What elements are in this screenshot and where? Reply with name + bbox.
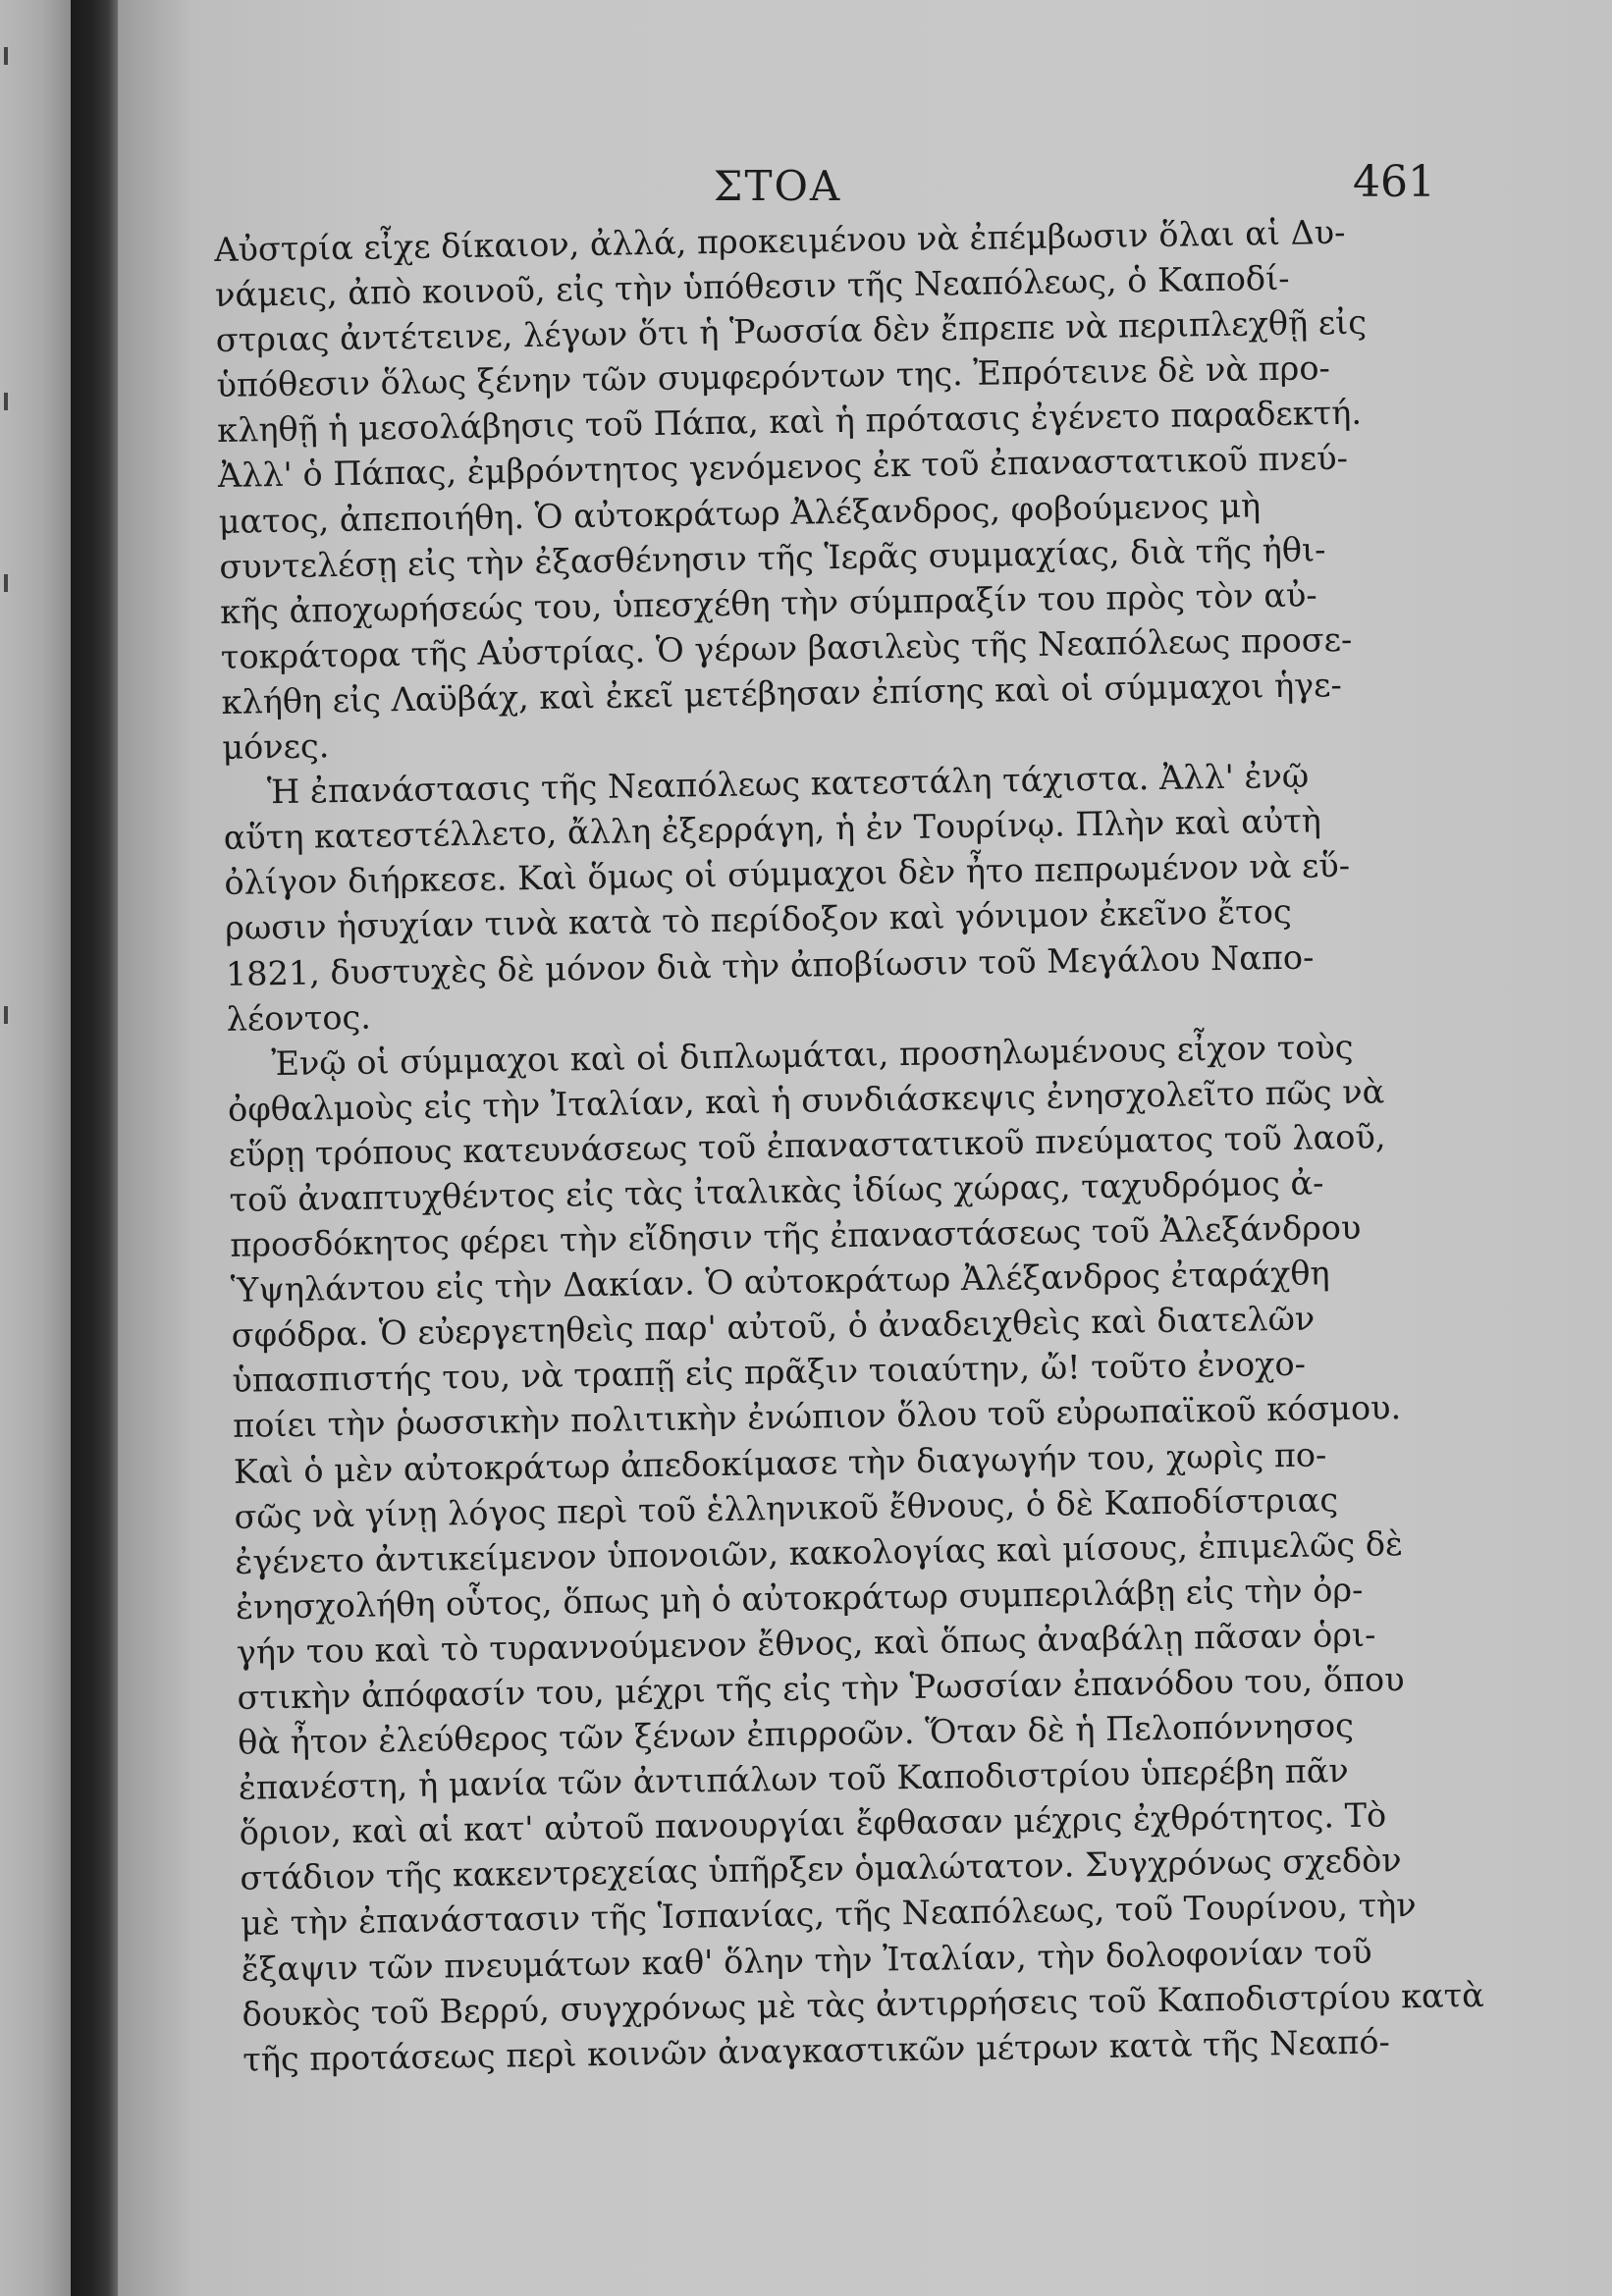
text-line: 1821, δυστυχὲς δὲ μόνον διὰ τὴν ἀποβίωσιν τοῦ Μεγάλου Ναπο- [225, 936, 1315, 993]
facing-page-mark [4, 574, 8, 592]
text-line: γήν του καὶ τὸ τυραννούμενον ἔθνος, καὶ ὅπως ἀναβάλῃ πᾶσαν ὁρι- [236, 1615, 1376, 1672]
facing-page-mark [4, 393, 8, 410]
text-line: ἔξαψιν τῶν πνευμάτων καθ' ὅλην τὴν Ἰταλίαν, τὴν δολοφονίαν τοῦ [241, 1932, 1372, 1989]
text-line: αὕτη κατεστέλλετο, ἄλλη ἐξερράγη, ἡ ἐν Τουρίνῳ. Πλὴν καὶ αὐτὴ [223, 801, 1322, 858]
text-line: Αὐστρία εἶχε δίκαιον, ἀλλά, προκειμένου νὰ ἐπέμβωσιν ὅλαι αἱ Δυ- [214, 212, 1346, 269]
body-text [214, 209, 1485, 2083]
text-line: ποίει τὴν ῥωσσικὴν πολιτικὴν ἐνώπιον ὅλου τοῦ εὐρωπαϊκοῦ κόσμου. [232, 1388, 1402, 1446]
text-line: ὅριον, καὶ αἱ κατ' αὐτοῦ πανουργίαι ἔφθασαν μέχρις ἐχθρότητος. Τὸ [239, 1795, 1387, 1853]
text-line: σῶς νὰ γίνῃ λόγος περὶ τοῦ ἑλληνικοῦ ἔθνους, ὁ δὲ Καποδίστριας [234, 1479, 1339, 1536]
text-line: στριας ἀντέτεινε, λέγων ὅτι ἡ Ῥωσσία δὲν ἔπρεπε νὰ περιπλεχθῇ εἰς [215, 302, 1368, 360]
text-line: ὀλίγον διήρκεσε. Καὶ ὅμως οἱ σύμμαχοι δὲν ἦτο πεπρωμένον νὰ εὕ- [224, 846, 1351, 903]
text-line: ἐγένετο ἀντικείμενον ὑπονοιῶν, κακολογίας καὶ μίσους, ἐπιμελῶς δὲ [235, 1523, 1404, 1581]
text-line: δουκὸς τοῦ Βερρύ, συγχρόνως μὲ τὰς ἀντιρρήσεις τοῦ Καποδιστρίου κατὰ [242, 1975, 1485, 2034]
text-line: ὑπόθεσιν ὅλως ξένην τῶν συμφερόντων της. Ἐπρότεινε δὲ νὰ προ- [216, 348, 1331, 405]
facing-page-mark [4, 47, 8, 65]
text-line: τοκράτορα τῆς Αὐστρίας. Ὁ γέρων βασιλεὺς τῆς Νεαπόλεως προσε- [220, 619, 1353, 676]
text-line: ματος, ἀπεποιήθη. Ὁ αὐτοκράτωρ Ἀλέξανδρος, φοβούμενος μὴ [218, 485, 1262, 541]
text-line: Ἐνῷ οἱ σύμμαχοι καὶ οἱ διπλωμάται, προσηλωμένους εἶχον τοὺς [271, 1027, 1354, 1083]
text-line: ἐνησχολήθη οὗτος, ὅπως μὴ ὁ αὐτοκράτωρ συμπεριλάβῃ εἰς τὴν ὀρ- [235, 1570, 1364, 1627]
text-line: στάδιον τῆς κακεντρεχείας ὑπῆρξεν ὁμαλώτατον. Συγχρόνως σχεδὸν [240, 1841, 1402, 1898]
text-line: εὕρῃ τρόπους κατευνάσεως τοῦ ἐπαναστατικοῦ πνεύματος τοῦ λαοῦ, [228, 1117, 1386, 1174]
text-line: ἐπανέστη, ἡ μανία τῶν ἀντιπάλων τοῦ Καποδιστρίου ὑπερέβη πᾶν [238, 1751, 1349, 1807]
page-number: 461 [1353, 157, 1435, 207]
text-line: συντελέσῃ εἰς τὴν ἐξασθένησιν τῆς Ἱερᾶς συμμαχίας, διὰ τῆς ἠθι- [219, 529, 1326, 586]
text-line: ὑπασπιστής του, νὰ τραπῇ εἰς πρᾶξιν τοιαύτην, ὤ! τοῦτο ἐνοχο- [232, 1345, 1307, 1401]
text-line: ρωσιν ἡσυχίαν τινὰ κατὰ τὸ περίδοξον καὶ γόνιμον ἐκεῖνο ἔτος [224, 892, 1292, 948]
facing-page-marks [4, 0, 24, 2296]
text-line: Ἀλλ' ὁ Πάπας, ἐμβρόντητος γενόμενος ἐκ τοῦ ἐπαναστατικοῦ πνεύ- [217, 439, 1349, 496]
text-line: προσδόκητος φέρει τὴν εἴδησιν τῆς ἐπαναστάσεως τοῦ Ἀλεξάνδρου [229, 1207, 1362, 1264]
text-line: λέοντος. [226, 997, 372, 1039]
text-line: Ἡ ἐπανάστασις τῆς Νεαπόλεως κατεστάλη τάχιστα. Ἀλλ' ἐνῷ [266, 756, 1310, 812]
text-line: Καὶ ὁ μὲν αὐτοκράτωρ ἀπεδοκίμασε τὴν διαγωγήν του, χωρὶς πο- [233, 1434, 1327, 1491]
text-line: κληθῇ ἡ μεσολάβησις τοῦ Πάπα, καὶ ἡ πρότασις ἐγένετο παραδεκτή. [216, 394, 1363, 451]
text-line: Ὑψηλάντου εἰς τὴν Δακίαν. Ὁ αὐτοκράτωρ Ἀλέξανδρος ἐταράχθη [230, 1254, 1330, 1310]
text-line: σφόδρα. Ὁ εὐεργετηθεὶς παρ' αὐτοῦ, ὁ ἀναδειχθεὶς καὶ διατελῶν [231, 1299, 1316, 1356]
text-line: τῆς προτάσεως περὶ κοινῶν ἀναγκαστικῶν μέτρων κατὰ τῆς Νεαπό- [242, 2022, 1391, 2079]
facing-page-edge [0, 0, 71, 2296]
text-line: νάμεις, ἀπὸ κοινοῦ, εἰς τὴν ὑπόθεσιν τῆς Νεαπόλεως, ὁ Καποδί- [214, 258, 1290, 315]
text-line: στικὴν ἀπόφασίν του, μέχρι τῆς εἰς τὴν Ῥωσσίαν ἐπανόδου του, ὅπου [237, 1660, 1405, 1717]
text-line: ὀφθαλμοὺς εἰς τὴν Ἰταλίαν, καὶ ἡ συνδιάσκεψις ἐνησχολεῖτο πῶς νὰ [227, 1072, 1385, 1129]
text-line: κλήθη εἰς Λαϋβάχ, καὶ ἐκεῖ μετέβησαν ἐπίσης καὶ οἱ σύμμαχοι ἡγε- [221, 665, 1343, 721]
book-gutter [71, 0, 118, 2296]
text-line: τοῦ ἀναπτυχθέντος εἰς τὰς ἰταλικὰς ἰδίως χώρας, ταχυδρόμος ἀ- [229, 1163, 1324, 1219]
text-line: κῆς ἀποχωρήσεώς του, ὑπεσχέθη τὴν σύμπραξίν του πρὸς τὸν αὐ- [219, 575, 1317, 631]
text-line: μὲ τὴν ἐπανάστασιν τῆς Ἱσπανίας, τῆς Νεαπόλεως, τοῦ Τουρίνου, τὴν [240, 1886, 1417, 1944]
text-line: θὰ ἦτον ἐλεύθερος τῶν ξένων ἐπιρροῶν. Ὅταν δὲ ἡ Πελοπόννησος [237, 1706, 1355, 1762]
text-line: μόνες. [222, 726, 330, 767]
running-head-title: ΣΤΟΑ [713, 162, 842, 210]
facing-page-mark [4, 1006, 8, 1024]
